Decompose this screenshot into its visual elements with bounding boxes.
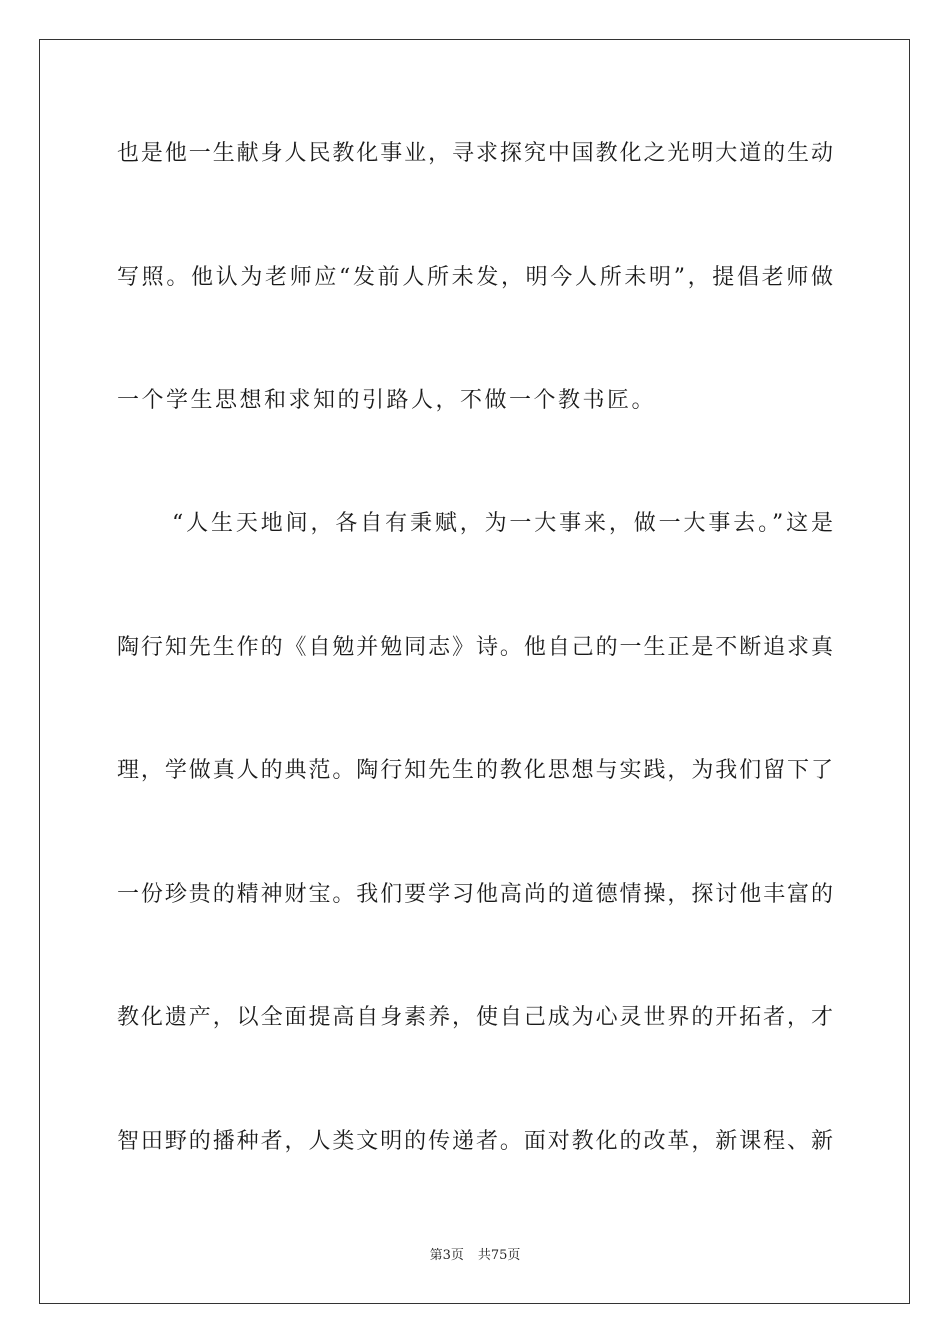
page-number: 第3页 bbox=[429, 1248, 464, 1263]
text-line-4: “人生天地间，各自有秉赋，为一大事来，做一大事去。”这是 bbox=[172, 511, 833, 536]
text-line-1: 也是他一生献身人民教化事业，寻求探究中国教化之光明大道的生动 bbox=[117, 141, 833, 166]
text-line-2: 写照。他认为老师应“发前人所未发，明今人所未明”，提倡老师做 bbox=[117, 265, 833, 290]
page-border bbox=[39, 39, 910, 1304]
text-line-6: 理，学做真人的典范。陶行知先生的教化思想与实践，为我们留下了 bbox=[117, 758, 833, 783]
text-line-7: 一份珍贵的精神财宝。我们要学习他高尚的道德情操，探讨他丰富的 bbox=[117, 882, 833, 907]
page-footer bbox=[0, 1247, 950, 1265]
text-line-9: 智田野的播种者，人类文明的传递者。面对教化的改革，新课程、新 bbox=[117, 1129, 833, 1154]
text-line-3: 一个学生思想和求知的引路人，不做一个教书匠。 bbox=[117, 388, 657, 413]
page-total: 共75页 bbox=[477, 1248, 521, 1263]
text-line-5: 陶行知先生作的《自勉并勉同志》诗。他自己的一生正是不断追求真 bbox=[117, 635, 833, 660]
text-line-8: 教化遗产，以全面提高自身素养，使自己成为心灵世界的开拓者，才 bbox=[117, 1005, 833, 1030]
